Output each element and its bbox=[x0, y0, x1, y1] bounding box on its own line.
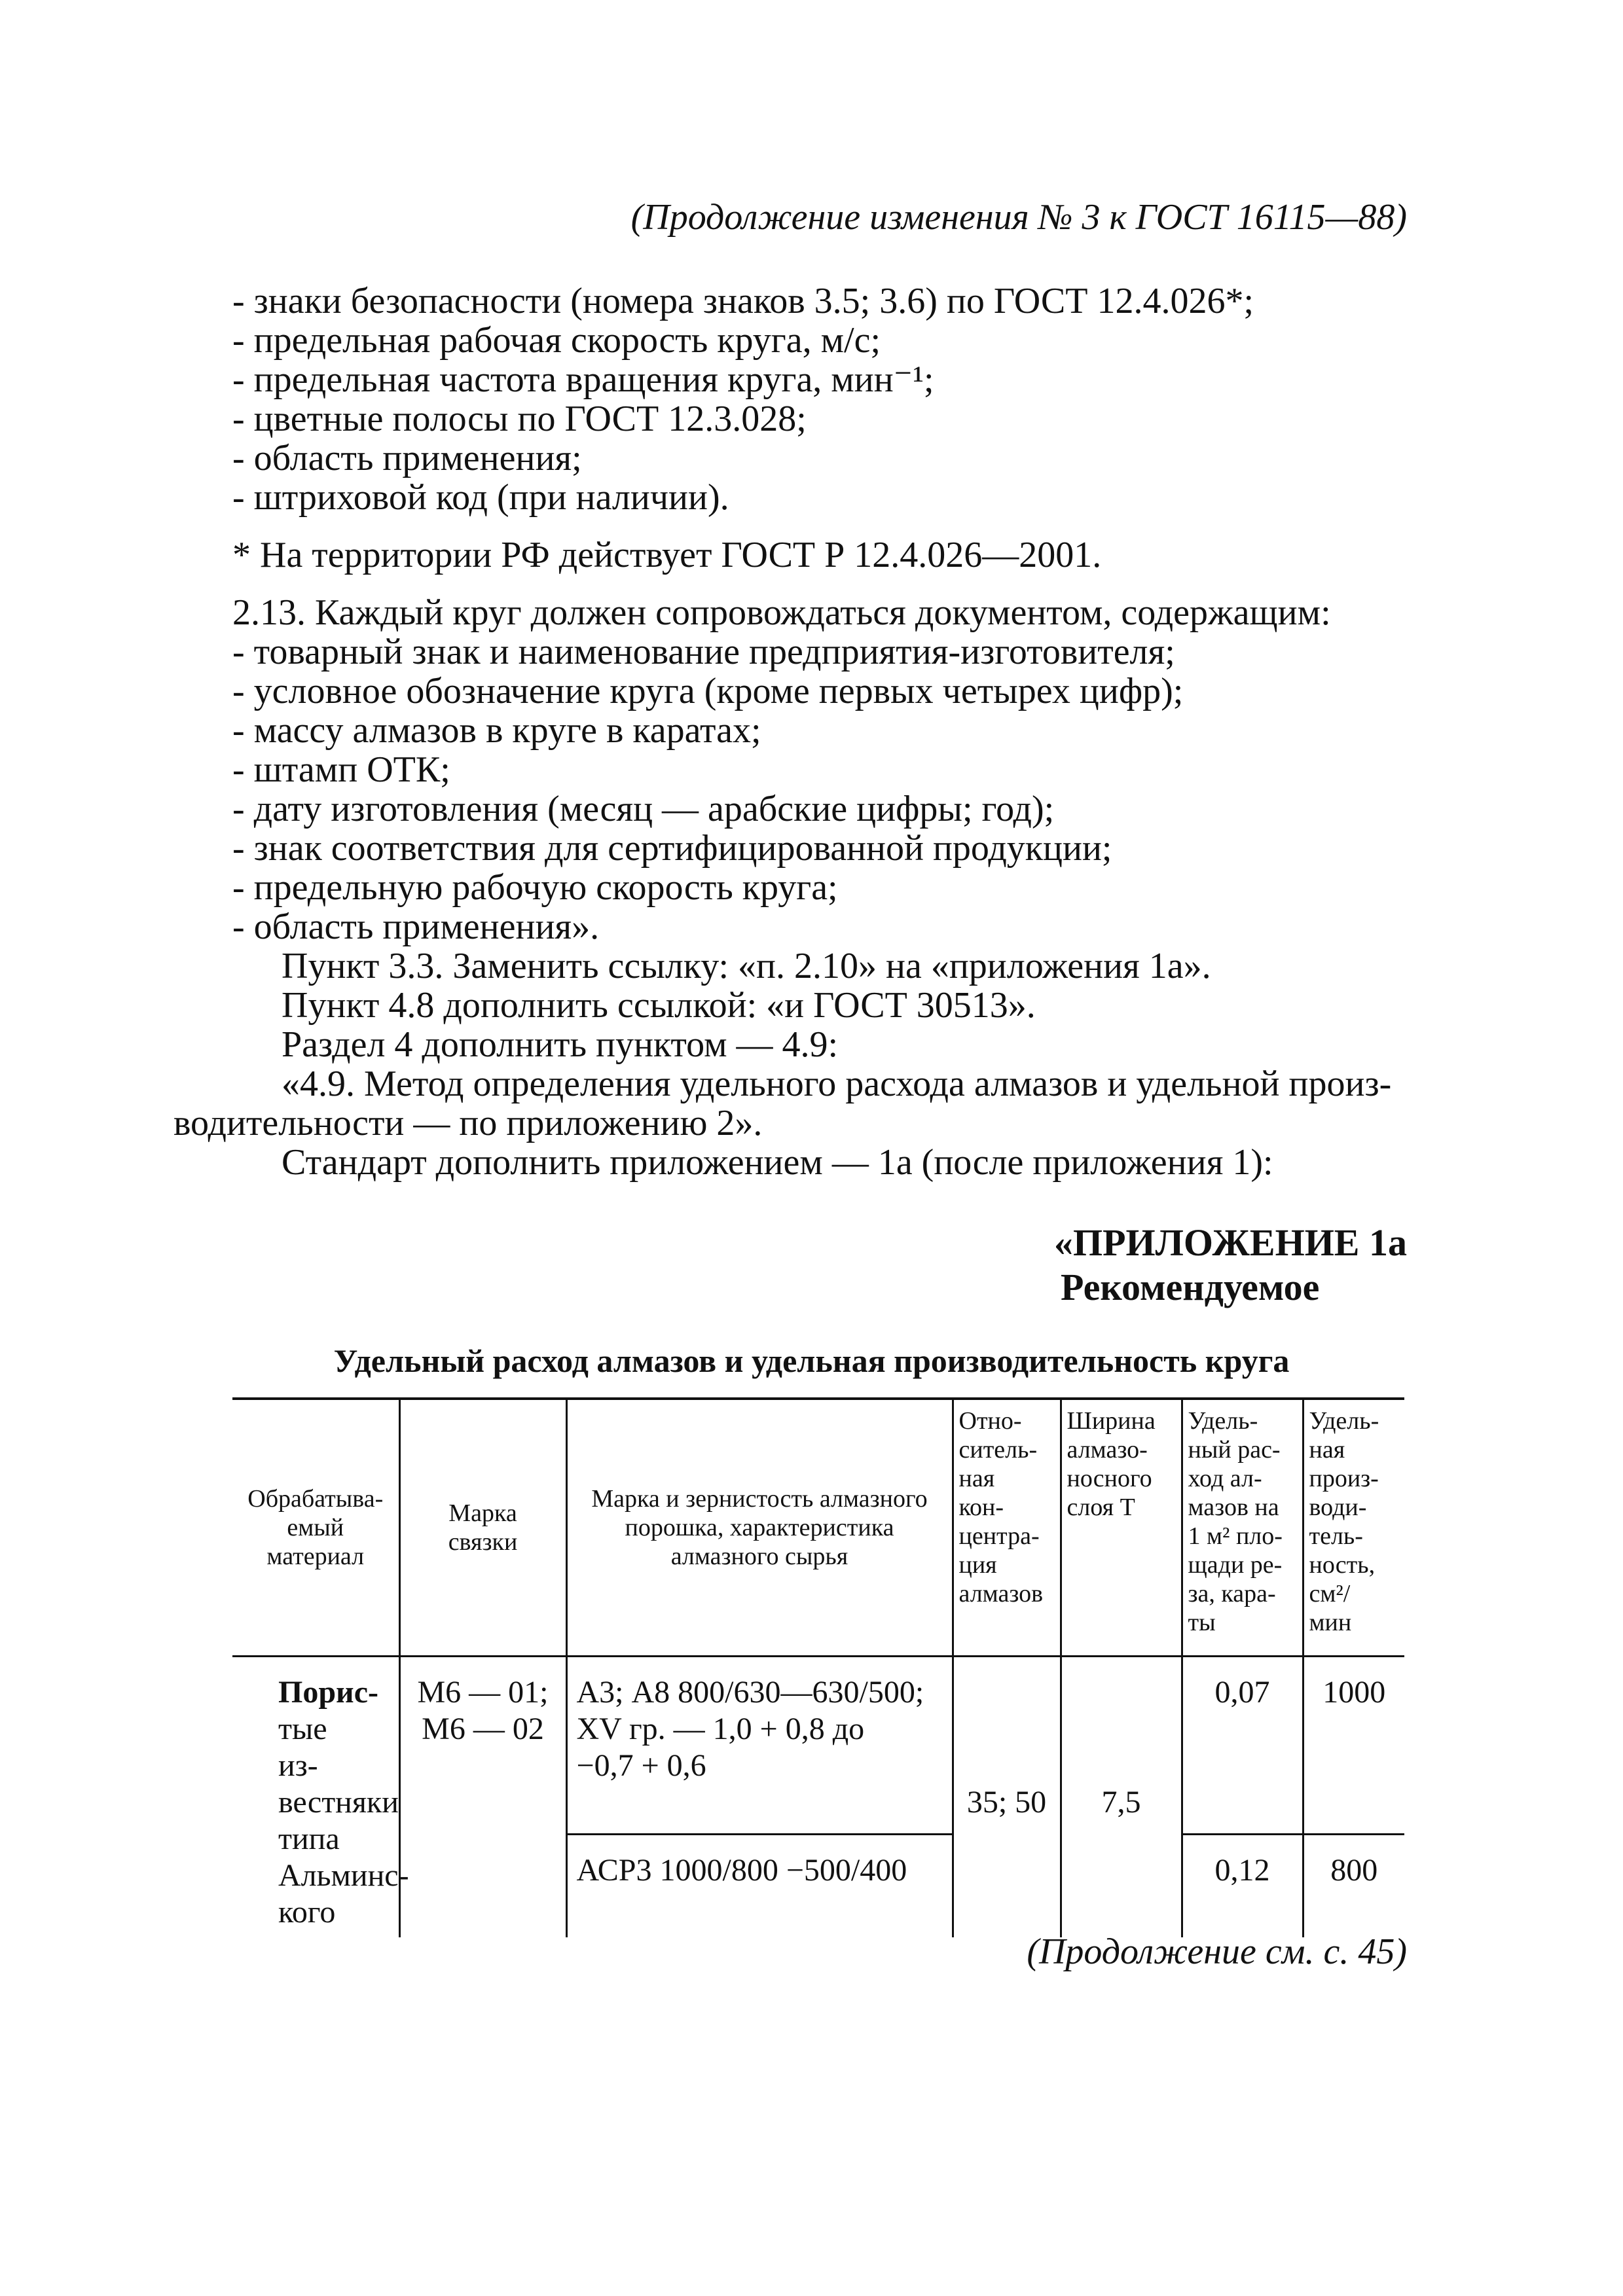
cell-productivity: 800 bbox=[1303, 1835, 1404, 1938]
paragraph-3-3: Пункт 3.3. Заменить ссылку: «п. 2.10» на «приложения 1а». bbox=[282, 946, 1211, 986]
paragraph-2-13: 2.13. Каждый круг должен сопровождаться документом, содержащим: bbox=[232, 592, 1331, 633]
table-title: Удельный расход алмазов и удельная производительность круга bbox=[333, 1342, 1290, 1379]
header-bond: Марка связки bbox=[399, 1399, 566, 1657]
header-consumption: Удель- ный рас- ход ал- мазов на 1 м² пло- щади ре- за, кара- ты bbox=[1182, 1399, 1303, 1657]
header-layer-width: Ширина алмазо- носного слоя T bbox=[1061, 1399, 1182, 1657]
list-item: - предельную рабочую скорость круга; bbox=[232, 867, 838, 908]
appendix-heading bbox=[1054, 1221, 1407, 1310]
appendix-subtitle: Рекомендуемое bbox=[1061, 1266, 1320, 1308]
cell-consumption: 0,07 bbox=[1182, 1657, 1303, 1835]
header-productivity: Удель- ная произ- води- тель- ность, см²/ мин bbox=[1303, 1399, 1404, 1657]
footnote: * На территории РФ действует ГОСТ Р 12.4.026—2001. bbox=[232, 535, 1102, 575]
cell-powder: А3; А8 800/630—630/500; XV гр. — 1,0 + 0,8 до −0,7 + 0,6 bbox=[566, 1657, 953, 1835]
list-item: - область применения; bbox=[232, 438, 582, 478]
section-4-amendment: Раздел 4 дополнить пунктом — 4.9: bbox=[282, 1024, 839, 1065]
cell-powder: АСР3 1000/800 −500/400 bbox=[566, 1835, 953, 1938]
header-powder: Марка и зернистость алмазного порошка, характеристика алмазного сырья bbox=[566, 1399, 953, 1657]
table-row bbox=[232, 1657, 1404, 1835]
cell-consumption: 0,12 bbox=[1182, 1835, 1303, 1938]
list-item: - предельная рабочая скорость круга, м/с; bbox=[232, 320, 881, 361]
list-item: - дату изготовления (месяц — арабские цифры; год); bbox=[232, 789, 1055, 829]
list-item: - товарный знак и наименование предприятия-изготовителя; bbox=[232, 632, 1175, 672]
page-footer-continuation: (Продолжение см. с. 45) bbox=[1027, 1931, 1407, 1972]
list-item: - знак соответствия для сертифицированной продукции; bbox=[232, 828, 1112, 869]
list-item: - массу алмазов в круге в каратах; bbox=[232, 710, 761, 751]
list-item: - штамп ОТК; bbox=[232, 749, 450, 790]
list-item: - штриховой код (при наличии). bbox=[232, 477, 729, 518]
cell-bond: М6 — 01; М6 — 02 bbox=[399, 1657, 566, 1938]
cell-productivity: 1000 bbox=[1303, 1657, 1404, 1835]
list-item: - предельная частота вращения круга, мин⁻¹; bbox=[232, 359, 934, 400]
list-item: - цветные полосы по ГОСТ 12.3.028; bbox=[232, 399, 807, 439]
body-text bbox=[173, 281, 1404, 1183]
paragraph-4-8: Пункт 4.8 дополнить ссылкой: «и ГОСТ 30513». bbox=[282, 985, 1036, 1026]
list-item: - условное обозначение круга (кроме первых четырех цифр); bbox=[232, 671, 1184, 711]
consumption-table bbox=[232, 1397, 1404, 1937]
cell-concentration: 35; 50 bbox=[953, 1657, 1061, 1938]
paragraph-4-9-line2: водительности — по приложению 2». bbox=[173, 1103, 763, 1143]
list-item: - область применения». bbox=[232, 906, 600, 947]
header-material: Обрабатыва- емый материал bbox=[232, 1399, 399, 1657]
page-header-continuation: (Продолжение изменения № 3 к ГОСТ 16115—88) bbox=[630, 197, 1407, 238]
standard-amendment: Стандарт дополнить приложением — 1а (после приложения 1): bbox=[282, 1142, 1273, 1183]
cell-layer-width: 7,5 bbox=[1061, 1657, 1182, 1938]
table-header-row bbox=[232, 1399, 1404, 1657]
appendix-title: «ПРИЛОЖЕНИЕ 1а bbox=[1054, 1221, 1407, 1264]
paragraph-4-9-line1: «4.9. Метод определения удельного расхода алмазов и удельной произ- bbox=[282, 1064, 1392, 1104]
list-item: - знаки безопасности (номера знаков 3.5; 3.6) по ГОСТ 12.4.026*; bbox=[232, 281, 1254, 321]
cell-material: Порис- тые из- вестняки типа Альминс- кого bbox=[232, 1657, 399, 1938]
header-concentration: Отно- ситель- ная кон- центра- ция алмазов bbox=[953, 1399, 1061, 1657]
